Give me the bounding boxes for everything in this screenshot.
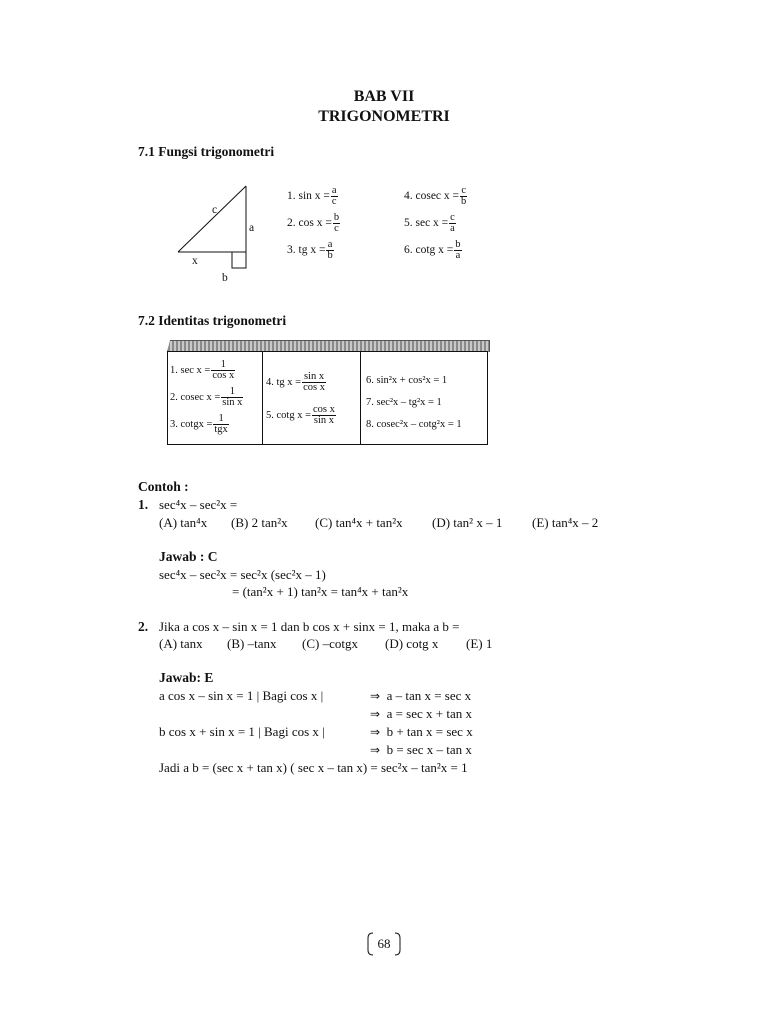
table-divider xyxy=(262,351,263,444)
q2-option-e: (E) 1 xyxy=(466,636,493,651)
formula-sec: 5. sec x = $\frac{c}{a}$ xyxy=(404,212,455,234)
formula-tg: 3. tg x = $\frac{a}{b}$ xyxy=(287,239,333,261)
q1-option-e: (E) tan⁴x – 2 xyxy=(532,515,599,530)
formula-cotg: 6. cotg x = $\frac{b}{a}$ xyxy=(404,239,461,261)
table-divider xyxy=(360,351,361,444)
identity-4: 4. tg x = $\frac{\text{sin x}}{\text{cos x}}$ xyxy=(266,371,325,393)
identity-1: 1. sec x = $\frac{1}{\text{cos x}}$ xyxy=(170,359,235,381)
q1-option-b: (B) 2 tan²x xyxy=(231,515,288,530)
q2-option-b: (B) –tanx xyxy=(227,636,277,651)
chapter-title: TRIGONOMETRI xyxy=(318,108,450,125)
identity-7: 7. sec²x – tg²x = 1 xyxy=(366,397,442,408)
q2-conclusion: Jadi a b = (sec x + tan x) ( sec x – tan x) = sec²x – tan²x = 1 xyxy=(159,760,468,775)
q1-number: 1. xyxy=(138,497,149,512)
right-triangle-diagram xyxy=(170,180,270,285)
implies-icon: ⇒ xyxy=(370,707,381,721)
section-heading-identitas: 7.2 Identitas trigonometri xyxy=(138,313,287,328)
q2-work-right-2: ⇒ a = sec x + tan x xyxy=(370,706,472,721)
formula-sin: 1. sin x = $\frac{a}{c}$ xyxy=(287,185,337,207)
q2-option-d: (D) cotg x xyxy=(385,636,439,651)
triangle-label-adj: b xyxy=(222,272,228,284)
q1-option-a: (A) tan⁴x xyxy=(159,515,208,530)
triangle-label-opp: a xyxy=(249,222,255,234)
q2-work-left-3: b cos x + sin x = 1 | Bagi cos x | xyxy=(159,724,325,739)
q2-work-left-1: a cos x – sin x = 1 | Bagi cos x | xyxy=(159,688,324,703)
q1-work-line-1: sec⁴x – sec²x = sec²x (sec²x – 1) xyxy=(159,567,326,582)
implies-icon: ⇒ xyxy=(370,725,381,739)
triangle-label-hyp: c xyxy=(212,204,218,216)
q1-question: sec⁴x – sec²x = xyxy=(159,497,238,512)
implies-icon: ⇒ xyxy=(370,689,381,703)
identity-3: 3. cotgx = 1 tgx xyxy=(170,413,228,435)
identity-5: 5. cotg x = $\frac{\text{cos x}}{\text{sin x}}$ xyxy=(266,404,335,426)
identity-2: 2. cosec x = $\frac{1}{\text{sin x}}$ xyxy=(170,386,243,408)
examples-heading: Contoh : xyxy=(138,479,189,494)
q1-option-c: (C) tan⁴x + tan²x xyxy=(315,515,403,530)
q2-work-right-4: ⇒ b = sec x – tan x xyxy=(370,742,472,757)
q1-answer-label: Jawab : C xyxy=(159,549,218,564)
identity-8: 8. cosec²x – cotg²x = 1 xyxy=(366,419,462,430)
formula-cos: 2. cos x = $\frac{b}{c}$ xyxy=(287,212,340,234)
page-number: 68 xyxy=(377,936,391,951)
q2-work-right-3: ⇒ b + tan x = sec x xyxy=(370,724,473,739)
q1-option-d: (D) tan² x – 1 xyxy=(432,515,503,530)
chapter-label: BAB VII xyxy=(353,88,415,105)
q2-option-c: (C) –cotgx xyxy=(302,636,358,651)
q2-number: 2. xyxy=(138,619,149,634)
q2-answer-label: Jawab: E xyxy=(159,670,214,685)
q2-question: Jika a cos x – sin x = 1 dan b cos x + sinx = 1, maka a b = xyxy=(159,619,460,634)
q1-work-line-2: = (tan²x + 1) tan²x = tan⁴x + tan²x xyxy=(232,584,409,599)
identity-6: 6. sin²x + cos²x = 1 xyxy=(366,375,448,386)
triangle-label-angle: x xyxy=(192,255,198,267)
formula-cosec: 4. cosec x = $\frac{c}{b}$ xyxy=(404,185,467,207)
implies-icon: ⇒ xyxy=(370,743,381,757)
section-heading-fungsi: 7.1 Fungsi trigonometri xyxy=(138,144,275,159)
q2-option-a: (A) tanx xyxy=(159,636,203,651)
q2-work-right-1: ⇒ a – tan x = sec x xyxy=(370,688,472,703)
